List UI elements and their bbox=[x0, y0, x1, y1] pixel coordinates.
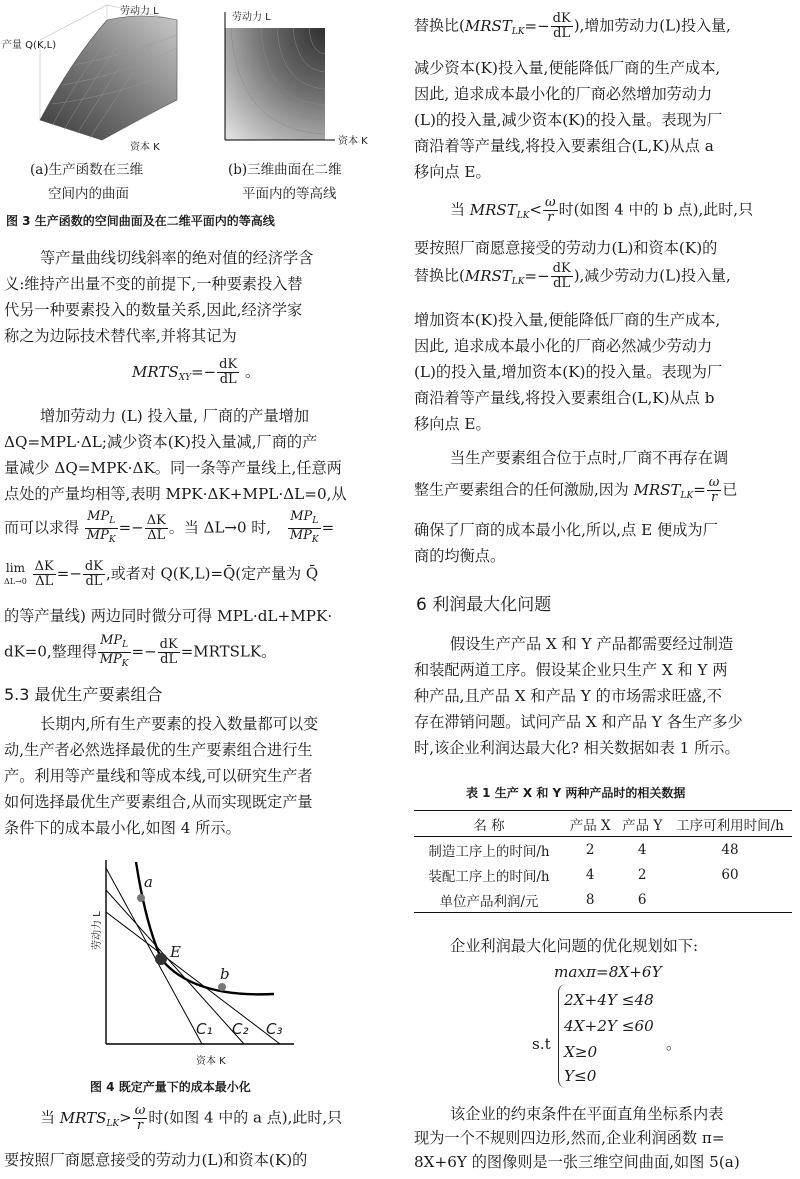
table-cell: 48 bbox=[721, 841, 739, 858]
right-p5-line: 存在滞销问题。试问产品 X 和产品 Y 各生产多少 bbox=[414, 713, 743, 731]
fig4-label-a: a bbox=[144, 873, 153, 891]
right-r1b-text: ),增加劳动力(L)投入量, bbox=[573, 16, 731, 35]
right-r2: 替换比($MRST_{LK}=-$ $\frac{dK}{dL}$ ),减少劳动力(L)投入量, bbox=[414, 261, 731, 291]
right-p4-line: 当生产要素组合位于点时,厂商不再存在调 bbox=[450, 449, 729, 467]
left-p1-line: 称之为边际技术替代率,并将其记为 bbox=[4, 327, 237, 345]
left-p2-text-e: =MRTSLK。 bbox=[180, 642, 277, 661]
left-p1-line: 等产量曲线切线斜率的绝对值的经济学含 bbox=[40, 249, 314, 267]
left-p3-line: 动,生产者必然选择最优的生产要素组合进行生 bbox=[4, 741, 313, 759]
right-p2-line: 要按照厂商愿意接受的劳动力(L)和资本(K)的 bbox=[414, 239, 718, 257]
table-row bbox=[414, 837, 792, 863]
table-cell: 4 bbox=[585, 866, 595, 883]
fig3b-x-label: 资本 K bbox=[338, 136, 368, 147]
fig3b-subcaption-2: 平面内的等高线 bbox=[242, 186, 337, 202]
table-cell: 制造工序上的时间/h bbox=[428, 843, 550, 860]
fig3b-contour-plot bbox=[215, 10, 395, 150]
right-p3-line: 商沿着等产量线,将投入要素组合(L,K)从点 b bbox=[414, 389, 715, 407]
right-p5-line: 和装配两道工序。假设某企业只生产 X 和 Y 两 bbox=[414, 661, 728, 679]
right-p1-line: 减少资本(K)投入量,便能降低厂商的生产成本, bbox=[414, 59, 721, 77]
right-p5-line: 假设生产产品 X 和 Y 产品都需要经过制造 bbox=[450, 635, 734, 653]
fig4-point-b bbox=[218, 983, 226, 991]
right-p1-line: 商沿着等产量线,将投入要素组合(L,K)从点 a bbox=[414, 137, 714, 155]
right-p4-line: 商的均衡点。 bbox=[414, 547, 506, 565]
right-p1-line: 移向点 E。 bbox=[414, 163, 491, 181]
table1 bbox=[414, 810, 792, 913]
constraint: 2X+4Y ≤48 bbox=[564, 991, 654, 1009]
table-cell: 4 bbox=[637, 841, 647, 858]
left-p1-line: 义:维持产出量不变的前提下,一种要素投入替 bbox=[4, 275, 303, 293]
left-p2-text-b: 。当 ΔL→0 时, bbox=[168, 518, 272, 537]
left-p3-line: 长期内,所有生产要素的投入数量都可以变 bbox=[40, 715, 319, 733]
right-p5-line: 时,该企业利润达最大化? 相关数据如表 1 所示。 bbox=[414, 739, 740, 757]
right-p7-line: 8X+6Y 的图像则是一张三维空间曲面,如图 5(a) bbox=[414, 1153, 740, 1171]
left-p2-line: 增加劳动力 (L) 投入量, 厂商的产量增加 bbox=[40, 407, 310, 425]
left-p2-line: 的等产量线) 两边同时微分可得 MPL·dL+MPK· bbox=[4, 607, 333, 625]
right-p2-line-1: 当 $MRST_{LK}<$ $\frac{\omega}{r}$ 时(如图 4 中的 b 点),此时,只 bbox=[450, 195, 754, 225]
left-p2-formula-line-1: 而可以求得 $\frac{MP_L}{MP_K}$ =− $\frac{\Delta K}{\Delta L}$ 。当 ΔL→0 时, $\frac{MP_L}{MP_K}$ = bbox=[4, 509, 335, 545]
right-r2-text: 替换比( bbox=[414, 266, 465, 285]
fig3a-subcaption-2: 空间内的曲面 bbox=[48, 186, 129, 202]
table-row bbox=[414, 862, 792, 887]
right-p1-line: 因此, 追求成本最小化的厂商必然增加劳动力 bbox=[414, 85, 713, 103]
fig4-x-label: 资本 K bbox=[196, 1056, 226, 1067]
fig3a-x-label: 资本 K bbox=[130, 142, 160, 153]
right-p4b2-text: 已 bbox=[722, 480, 738, 499]
right-p2-text: 时(如图 4 中的 b 点),此时,只 bbox=[558, 200, 754, 219]
left-p3-line: 条件下的成本最小化,如图 4 所示。 bbox=[4, 819, 241, 837]
mrts-formula: $MRTS_{XY}=-$ $\frac{dK}{dL}$ 。 bbox=[132, 357, 260, 387]
fig4-label-c1: C₁ bbox=[196, 1020, 213, 1038]
fig3a-z-label: 产量 Q(K,L) bbox=[2, 40, 57, 51]
right-p4-line: 确保了厂商的成本最小化,所以,点 E 便成为厂 bbox=[414, 521, 718, 539]
right-p7-line: 现为一个不规则四边形,然而,企业利润函数 π= bbox=[414, 1129, 725, 1147]
left-p1-line: 代另一种要素投入的数量关系,因此,经济学家 bbox=[4, 301, 303, 319]
right-p4-line-2: 整生产要素组合的任何激励,因为 $MRST_{LK}=$ $\frac{\omega}{r}$ 已 bbox=[414, 475, 738, 505]
left-p2-line: 量减少 ΔQ=MPK·ΔK。同一条等产量线上,任意两 bbox=[4, 459, 342, 477]
fig3a-surface-plot bbox=[2, 0, 192, 150]
left-p2-line: ΔQ=MPL·ΔL;减少资本(K)投入量减,厂商的产 bbox=[4, 433, 318, 451]
fig3b-subcaption-1: (b)三维曲面在二维 bbox=[228, 162, 342, 178]
right-p3-line: (L)的投入量,增加资本(K)的投入量。表现为厂 bbox=[414, 363, 723, 381]
fig4-label-b: b bbox=[220, 965, 230, 983]
right-p7-line: 该企业的约束条件在平面直角坐标系内表 bbox=[450, 1105, 724, 1123]
right-p3-line: 增加资本(K)投入量,便能降低厂商的生产成本, bbox=[414, 311, 721, 329]
right-p4b-text: 整生产要素组合的任何激励,因为 bbox=[414, 480, 629, 499]
fig4-label-c2: C₂ bbox=[232, 1020, 249, 1038]
table1-header-cell: 名 称 bbox=[473, 817, 505, 834]
table-cell: 2 bbox=[637, 866, 647, 883]
table-cell: 60 bbox=[721, 866, 739, 883]
left-p2-text-a: 而可以求得 bbox=[4, 518, 80, 537]
table-cell bbox=[668, 887, 792, 913]
table1-header-cell: 产品 X bbox=[569, 817, 611, 834]
right-p1-line: (L)的投入量,减少资本(K)的投入量。表现为厂 bbox=[414, 111, 723, 129]
fig4-point-a bbox=[137, 894, 145, 902]
left-p2-formula-line-3: dK=0,整理得 $\frac{MP_L}{MP_K}$ =− $\frac{dK}{dL}$ =MRTSLK。 bbox=[4, 633, 277, 669]
table1-caption: 表 1 生产 X 和 Y 两种产品时的相关数据 bbox=[466, 786, 686, 800]
fig3a-y-label: 劳动力 L bbox=[120, 6, 159, 17]
section-6-heading: 6 利润最大化问题 bbox=[416, 595, 552, 615]
table1-header-row bbox=[414, 811, 792, 837]
constraint: Y≤0 bbox=[564, 1067, 597, 1085]
subject-to-label: s.t bbox=[532, 1035, 551, 1053]
constraint: 4X+2Y ≤60 bbox=[564, 1017, 654, 1035]
right-p3-line: 因此, 追求成本最小化的厂商必然减少劳动力 bbox=[414, 337, 713, 355]
table-cell: 装配工序上的时间/h bbox=[428, 868, 550, 885]
left-p2-text-c: ,或者对 Q(K,L)=Q̄(定产量为 Q̄ bbox=[105, 564, 319, 583]
fig4-y-label: 劳动力 L bbox=[92, 911, 103, 950]
fig3b-y-label: 劳动力 L bbox=[232, 12, 271, 23]
left-p3-line: 产。利用等产量线和等成本线,可以研究生产者 bbox=[4, 767, 313, 785]
fig4-label-e: E bbox=[170, 943, 181, 961]
fig4-point-e bbox=[155, 953, 167, 965]
left-p4-line: 要按照厂商愿意接受的劳动力(L)和资本(K)的 bbox=[4, 1151, 308, 1169]
table-cell: 2 bbox=[585, 841, 595, 858]
left-p4-text: 时(如图 4 中的 a 点),此时,只 bbox=[148, 1108, 343, 1127]
right-r2b-text: ),减少劳动力(L)投入量, bbox=[573, 266, 731, 285]
fig3-caption: 图 3 生产函数的空间曲面及在二维平面内的等高线 bbox=[6, 214, 275, 228]
left-p2-text-d: dK=0,整理得 bbox=[4, 642, 97, 661]
left-p4-line-1: 当 $MRTS_{LK}>$ $\frac{\omega}{r}$ 时(如图 4 中的 a 点),此时,只 bbox=[40, 1103, 343, 1133]
left-p2-line: 点处的产量均相等,表明 MPK·ΔK+MPL·ΔL=0,从 bbox=[4, 485, 347, 503]
table-cell: 6 bbox=[637, 891, 647, 908]
right-r1: 替换比($MRST_{LK}=-$ $\frac{dK}{dL}$ ),增加劳动力(L)投入量, bbox=[414, 11, 731, 41]
table1-header-cell: 产品 Y bbox=[622, 817, 663, 834]
objective-function: maxπ=8X+6Y bbox=[554, 963, 662, 981]
fig4-label-c3: C₃ bbox=[266, 1020, 283, 1038]
fig3a-subcaption-1: (a)生产函数在三维 bbox=[30, 162, 144, 178]
left-p2-formula-line-2: lim ΔL→0 $\frac{\Delta K}{\Delta L}$ =− $\frac{dK}{dL}$ ,或者对 Q(K,L)=Q̄(定产量为 Q̄ bbox=[4, 559, 319, 589]
section-5-3-heading: 5.3 最优生产要素组合 bbox=[4, 685, 163, 704]
right-r1-text: 替换比( bbox=[414, 16, 465, 35]
table1-header-cell: 工序可利用时间/h bbox=[676, 817, 784, 834]
right-p5-line: 种产品,且产品 X 和产品 Y 的市场需求旺盛,不 bbox=[414, 687, 722, 705]
constraint: X≥0 bbox=[564, 1043, 598, 1061]
fig4-caption: 图 4 既定产量下的成本最小化 bbox=[90, 1080, 251, 1094]
right-p6-line: 企业利润最大化问题的优化规划如下: bbox=[450, 937, 699, 955]
table-cell: 8 bbox=[585, 891, 595, 908]
table-row bbox=[414, 887, 792, 913]
right-p3-line: 移向点 E。 bbox=[414, 415, 491, 433]
left-p3-line: 如何选择最优生产要素组合,从而实现既定产量 bbox=[4, 793, 313, 811]
constraint-period: 。 bbox=[666, 1035, 682, 1053]
table-cell: 单位产品利润/元 bbox=[439, 893, 539, 910]
